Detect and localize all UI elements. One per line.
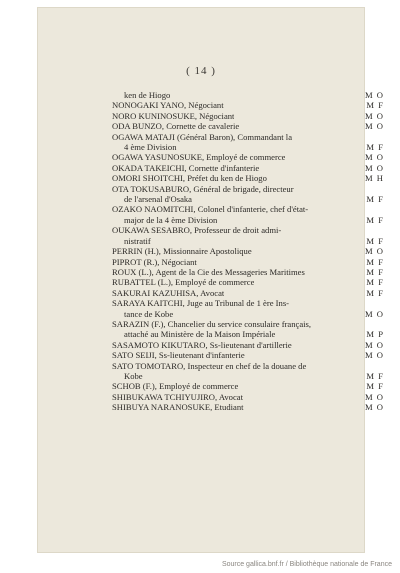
entry-text: OKADA TAKEICHI, Cornette d'infanterie [112,162,260,173]
list-item [112,100,384,110]
entry-text: OTA TOKUSABURO, Général de brigade, directeur [112,183,294,194]
entry-text: ROUX (L.), Agent de la Cie des Messageries Maritimes [112,266,305,277]
list-item [112,204,384,225]
member-code: M O [365,246,384,257]
list-item [112,132,384,153]
member-code: M O [365,110,384,121]
entry-text: ODA BUNZO, Cornette de cavalerie [112,121,240,132]
member-list [112,90,384,413]
list-item [112,225,384,246]
member-code: M H [365,173,384,184]
entry-text: major de la 4 ème Division [124,214,218,225]
member-code: M O [365,350,384,361]
member-code: M F [366,256,384,267]
entry-text: OZAKO NAOMITCHI, Colonel d'infanterie, chef d'état- [112,204,309,215]
member-code: M O [365,308,384,319]
member-code: M F [366,381,384,392]
entry-text: 4 ème Division [124,142,177,153]
document-page [38,8,384,552]
member-code: M F [366,194,384,205]
entry-text: attaché au Ministère de la Maison Impériale [124,329,276,340]
member-code: M P [366,329,384,340]
member-code: M O [365,121,384,132]
entry-text: OGAWA YASUNOSUKE, Employé de commerce [112,152,286,163]
entry-text: SARAYA KAITCHI, Juge au Tribunal de 1 ère Ins- [112,298,290,309]
list-item [112,121,384,131]
list-item [112,111,384,121]
entry-text: Kobe [124,370,143,381]
entry-text: SCHOB (F.), Employé de commerce [112,381,239,392]
entry-text: SASAMOTO KIKUTARO, Ss-lieutenant d'artillerie [112,339,292,350]
entry-text: NORO KUNINOSUKE, Négociant [112,110,235,121]
entry-text: OMORI SHOITCHI, Préfet du ken de Hiogo [112,173,267,184]
entry-text: de l'arsenal d'Osaka [124,194,192,205]
source-credit: Source gallica.bnf.fr / Bibliothèque nationale de France [221,561,392,568]
member-code: M F [366,266,384,277]
list-item [112,184,384,205]
entry-text: nistratif [124,235,151,246]
page-number: ( 14 ) [186,65,216,77]
entry-text: SAKURAI KAZUHISA, Avocat [112,287,225,298]
list-item [112,277,384,287]
entry-text: SATO SEIJI, Ss-lieutenant d'infanterie [112,350,245,361]
entry-text: SARAZIN (F.), Chancelier du service consulaire français, [112,318,312,329]
member-code: M O [365,152,384,163]
entry-text: tance de Kobe [124,308,174,319]
list-item [112,340,384,350]
member-code: M F [366,235,384,246]
list-item [112,90,384,100]
list-item [112,319,384,340]
list-item [112,392,384,402]
member-code: M O [365,90,384,100]
list-item [112,257,384,267]
list-item [112,163,384,173]
list-item [112,298,384,319]
entry-text: ken de Hiogo [124,90,171,100]
entry-text: SHIBUYA NARANOSUKE, Etudiant [112,402,244,413]
entry-text: SATO TOMOTARO, Inspecteur en chef de la douane de [112,360,307,371]
member-code: M F [366,142,384,153]
list-item [112,361,384,382]
member-code: M O [365,391,384,402]
list-item [112,173,384,183]
entry-text: OUKAWA SESABRO, Professeur de droit admi- [112,225,282,236]
member-code: M F [366,277,384,288]
member-code: M F [366,287,384,298]
member-code: M F [366,100,384,111]
entry-text: PERRIN (H.), Missionnaire Apostolique [112,246,252,257]
member-code: M F [366,370,384,381]
member-code: M O [365,339,384,350]
entry-text: RUBATTEL (L.), Employé de commerce [112,277,255,288]
entry-text: SHIBUKAWA TCHIYUJIRO, Avocat [112,391,243,402]
entry-text: PIPROT (R.), Négociant [112,256,197,267]
member-code: M F [366,214,384,225]
member-code: M O [365,402,384,413]
entry-text: OGAWA MATAJI (Général Baron), Commandant la [112,131,293,142]
list-item [112,402,384,412]
list-item [112,381,384,391]
list-item [112,267,384,277]
list-item [112,350,384,360]
list-item [112,152,384,162]
entry-text: NONOGAKI YANO, Négociant [112,100,224,111]
member-code: M O [365,162,384,173]
list-item [112,288,384,298]
list-item [112,246,384,256]
